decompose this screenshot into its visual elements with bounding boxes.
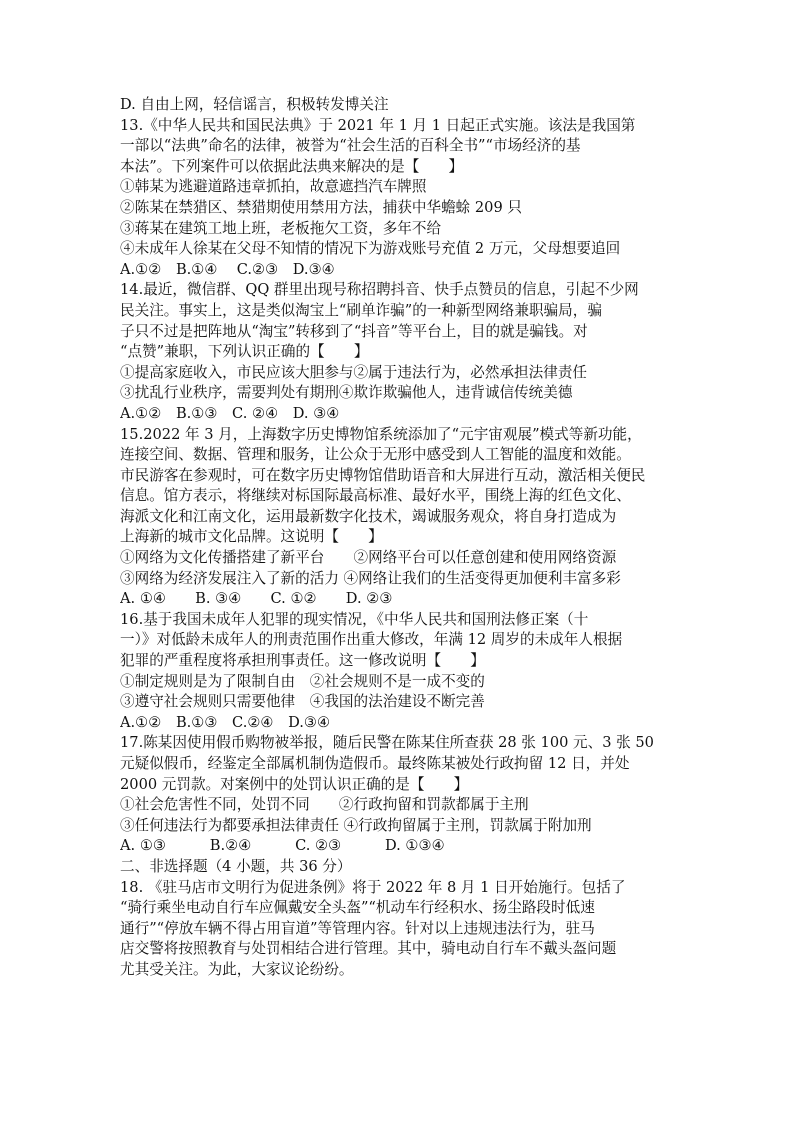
text-line: 子只不过是把阵地从“淘宝”转移到了“抖音”等平台上，目的就是骗钱。对 xyxy=(120,322,588,340)
text-line: ③遵守社会规则只需要他律 ④我国的法治建设不断完善 xyxy=(120,693,485,711)
answer-options: A.①② B.①③ C.②④ D.③④ xyxy=(120,713,331,731)
answer-options: A.①② B.①④ C.②③ D.③④ xyxy=(120,260,335,278)
text-line: 本法”。下列案件可以依据此法典来解决的是【 】 xyxy=(120,157,464,175)
question-15-stem: 15.2022 年 3 月，上海数字历史博物馆系统添加了“元宇宙观展”模式等新功能， xyxy=(120,425,642,443)
document-page xyxy=(120,95,680,981)
text-line: 一）》对低龄未成年人的刑责范围作出重大修改，年满 12 周岁的未成年人根据 xyxy=(120,631,623,649)
text-line: 通行”“停放车辆不得占用盲道”等管理内容。针对以上违规违法行为，驻马 xyxy=(120,919,595,937)
text-line: 2000 元罚款。对案例中的处罚认识正确的是【 】 xyxy=(120,775,469,793)
text-line: 尤其受关注。为此，大家议论纷纷。 xyxy=(120,960,354,978)
text-line: 店交警将按照教育与处罚相结合进行管理。其中，骑电动自行车不戴头盔问题 xyxy=(120,940,617,958)
text-line: ①制定规则是为了限制自由 ②社会规则不是一成不变的 xyxy=(120,672,485,690)
text-line: ③扰乱行业秩序，需要判处有期刑④欺诈欺骗他人，违背诚信传统美德 xyxy=(120,384,573,402)
text-line: ①韩某为逃避道路违章抓拍，故意遮挡汽车牌照 xyxy=(120,178,427,196)
text-line: 市民游客在参观时，可在数字历史博物馆借助语音和大屏进行互动，激活相关便民 xyxy=(120,466,646,484)
question-16-stem: 16.基于我国未成年人犯罪的现实情况，《中华人民共和国刑法修正案（十 xyxy=(120,610,589,628)
text-line: ①社会危害性不同，处罚不同 ②行政拘留和罚款都属于主刑 xyxy=(120,796,529,814)
text-line: “点赞”兼职，下列认识正确的【 】 xyxy=(120,343,369,361)
question-14-stem: 14.最近，微信群、QQ 群里出现号称招聘抖音、快手点赞员的信息，引起不少网 xyxy=(120,281,639,299)
text-line: 信息。馆方表示，将继续对标国际最高标准、最好水平，围绕上海的红色文化、 xyxy=(120,487,631,505)
answer-options: A. ①④ B. ③④ C. ①② D. ②③ xyxy=(120,590,393,608)
text-line: 元疑似假币，经鉴定全部属机制伪造假币。最终陈某被处行政拘留 12 日，并处 xyxy=(120,755,630,772)
text-line: ③蒋某在建筑工地上班，老板拖欠工资，多年不给 xyxy=(120,219,442,237)
question-13-stem: 13.《中华人民共和国民法典》于 2021 年 1 月 1 日起正式实施。该法是我国第 xyxy=(120,116,636,134)
answer-options: A.①② B.①③ C. ②④ D. ③④ xyxy=(120,404,340,422)
text-line: ①网络为文化传播搭建了新平台 ②网络平台可以任意创建和使用网络资源 xyxy=(120,549,617,567)
question-17-stem: 17.陈某因使用假币购物被举报，随后民警在陈某住所查获 28 张 100 元、3 张 50 xyxy=(120,734,654,752)
text-line: ①提高家庭收入，市民应该大胆参与②属于违法行为，必然承担法律责任 xyxy=(120,363,588,381)
text-line: 海派文化和江南文化，运用最新数字化技术，竭诚服务观众，将自身打造成为 xyxy=(120,507,617,525)
section-heading: 二、非选择题（4 小题，共 36 分） xyxy=(120,857,352,875)
text-line: ②陈某在禁猎区、禁猎期使用禁用方法，捕获中华蟾蜍 209 只 xyxy=(120,198,522,216)
text-line: ③任何违法行为都要承担法律责任 ④行政拘留属于主刑，罚款属于附加刑 xyxy=(120,816,592,834)
text-line: D. 自由上网，轻信谣言，积极转发博关注 xyxy=(120,96,389,113)
text-line: ③网络为经济发展注入了新的活力 ④网络让我们的生活变得更加便利丰富多彩 xyxy=(120,569,621,587)
text-line: 连接空间、数据、管理和服务，让公众于无形中感受到人工智能的温度和效能。 xyxy=(120,446,631,464)
text-line: 上海新的城市文化品牌。这说明【 】 xyxy=(120,528,383,546)
text-line: 一部以“法典”命名的法律，被誉为“社会生活的百科全书”“市场经济的基 xyxy=(120,137,581,155)
answer-options: A. ①③ B.②④ C. ②③ D. ①③④ xyxy=(120,837,445,855)
text-line: 犯罪的严重程度将承担刑事责任。这一修改说明【 】 xyxy=(120,652,485,670)
text-line: “骑行乘坐电动自行车应佩戴安全头盔”“机动车行经积水、扬尘路段时低速 xyxy=(120,899,595,917)
question-18-stem: 18. 《驻马店市文明行为促进条例》将于 2022 年 8 月 1 日开始施行。包括了 xyxy=(120,878,626,896)
text-line: 民关注。事实上，这是类似淘宝上“刷单诈骗”的一种新型网络兼职骗局，骗 xyxy=(120,301,602,319)
text-line: ④未成年人徐某在父母不知情的情况下为游戏账号充值 2 万元，父母想要追回 xyxy=(120,240,621,258)
